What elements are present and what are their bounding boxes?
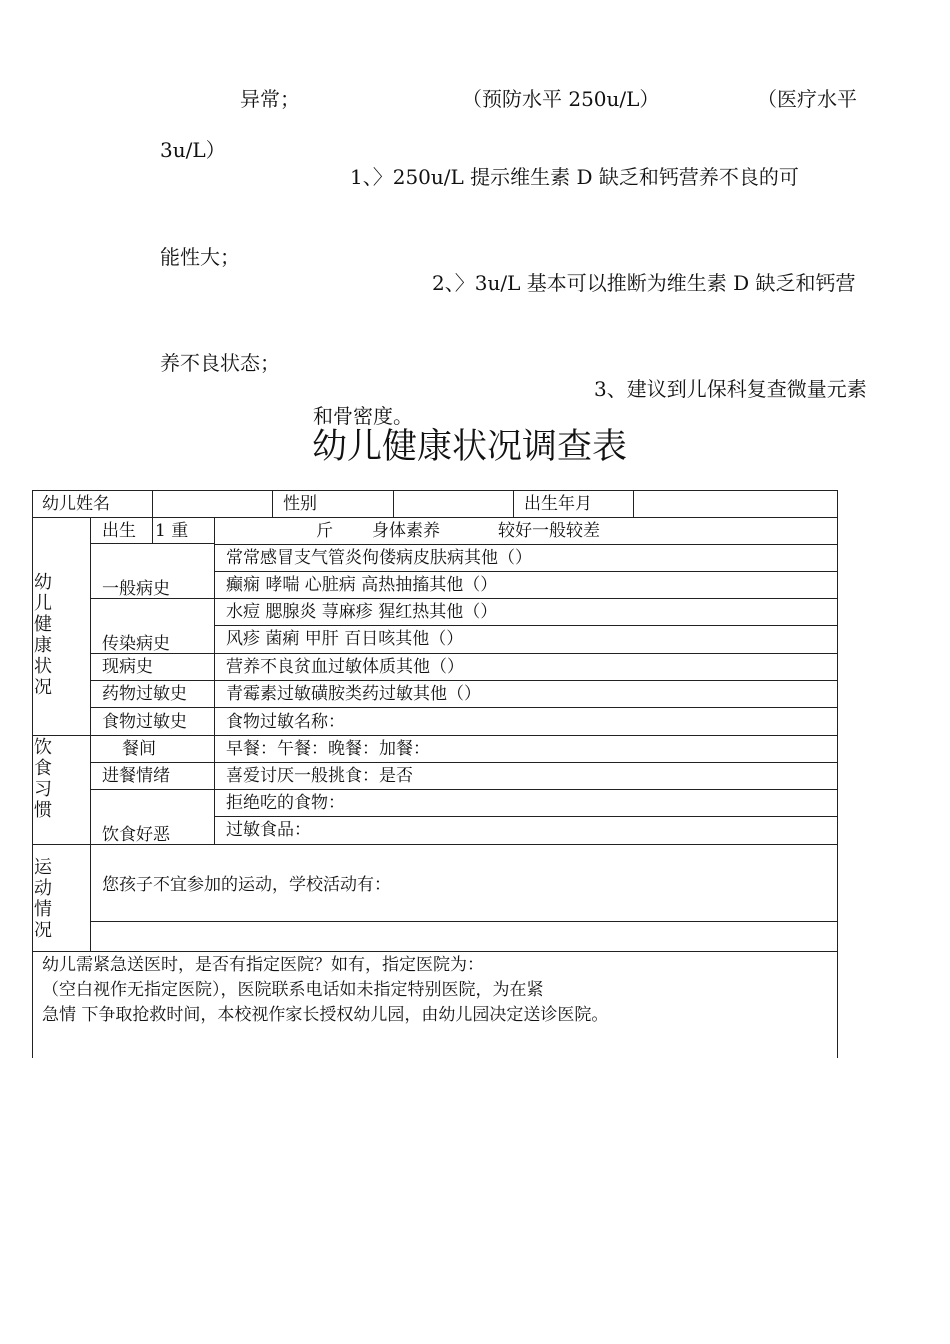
current-history-value: 营养不良贫血过敏体质其他（） <box>226 657 464 677</box>
row-line <box>90 680 838 681</box>
table-border-left <box>32 490 33 1058</box>
fitness-options: 较好一般较差 <box>498 521 600 541</box>
gender-label: 性别 <box>283 494 317 514</box>
intro-line7: 3、建议到儿保科复查微量元素 <box>594 377 867 401</box>
name-label: 幼儿姓名 <box>42 494 110 514</box>
col-line <box>272 490 273 517</box>
birth-date-label: 出生年月 <box>524 494 592 514</box>
row-line <box>90 598 838 599</box>
row-line <box>214 625 838 626</box>
diet-section-label: 饮食习惯 <box>34 737 52 821</box>
weight-label: 1 重 <box>155 521 189 541</box>
intro-line1-c: （医疗水平 <box>757 87 857 111</box>
health-section-label: 幼儿健康状况 <box>34 572 52 698</box>
col-line <box>90 517 91 951</box>
emergency-line2: （空白视作无指定医院），医院联系电话如未指定特别医院，为在紧 <box>42 980 544 1000</box>
row-line <box>214 571 838 572</box>
infectious-history-line2: 风疹 菌痢 甲肝 百日咳其他（） <box>226 629 464 649</box>
row-line <box>214 816 838 817</box>
row-line <box>32 951 838 952</box>
row-line <box>90 921 838 922</box>
meals-value: 早餐：午餐：晚餐：加餐： <box>226 739 430 759</box>
intro-line5: 2、〉3u/L 基本可以推断为维生素 D 缺乏和钙营 <box>432 271 856 295</box>
col-line <box>513 490 514 517</box>
general-history-line1: 常常感冒支气管炎佝偻病皮肤病其他（） <box>226 548 532 568</box>
drug-allergy-value: 青霉素过敏磺胺类药过敏其他（） <box>226 684 481 704</box>
row-line <box>214 544 838 545</box>
emergency-line1: 幼儿需紧急送医时，是否有指定医院？如有，指定医院为： <box>42 955 484 975</box>
infectious-history-line1: 水痘 腮腺炎 荨麻疹 猩红热其他（） <box>226 602 498 622</box>
infectious-history-label: 传染病史 <box>102 634 170 654</box>
intro-line1-a: 异常； <box>240 87 300 111</box>
row-line <box>32 735 838 736</box>
page-title: 幼儿健康状况调查表 <box>312 427 628 467</box>
weight-unit: 斤 <box>316 521 333 541</box>
col-line <box>633 490 634 517</box>
food-preference-line1: 拒绝吃的食物： <box>226 793 345 813</box>
intro-line8: 和骨密度。 <box>313 404 413 428</box>
food-preference-line2: 过敏食品： <box>226 820 311 840</box>
birth-label: 出生 <box>102 521 136 541</box>
row-line <box>90 789 838 790</box>
row-line <box>90 543 214 544</box>
intro-line2: 3u/L） <box>160 138 226 162</box>
sport-text: 您孩子不宜参加的运动，学校活动有： <box>102 875 391 895</box>
food-allergy-label: 食物过敏史 <box>102 712 187 732</box>
fitness-label: 身体素养 <box>372 521 440 541</box>
general-history-label: 一般病史 <box>102 579 170 599</box>
general-history-line2: 癫痫 哮喘 心脏病 高热抽搐其他（） <box>226 575 498 595</box>
intro-line3: 1、〉250u/L 提示维生素 D 缺乏和钙营养不良的可 <box>350 165 799 189</box>
table-border-right <box>837 490 838 1058</box>
col-line <box>214 517 215 844</box>
food-allergy-value: 食物过敏名称： <box>226 712 345 732</box>
current-history-label: 现病史 <box>102 657 153 677</box>
emergency-line3: 急情 下争取抢救时间，本校视作家长授权幼儿园，由幼儿园决定送诊医院。 <box>42 1005 609 1025</box>
eating-mood-label: 进餐情绪 <box>102 766 170 786</box>
food-preference-label: 饮食好恶 <box>102 825 170 845</box>
eating-mood-value: 喜爱讨厌一般挑食：是否 <box>226 766 413 786</box>
drug-allergy-label: 药物过敏史 <box>102 684 187 704</box>
row-line <box>90 762 838 763</box>
intro-line1-b: （预防水平 250u/L） <box>462 87 660 111</box>
sport-section-label: 运动情况 <box>34 857 52 941</box>
col-line <box>152 490 153 517</box>
intro-line6: 养不良状态； <box>160 351 280 375</box>
col-line <box>152 517 153 543</box>
meals-label: 餐间 <box>122 739 156 759</box>
intro-line4: 能性大； <box>160 245 240 269</box>
row-line <box>90 707 838 708</box>
col-line <box>393 490 394 517</box>
row-line <box>90 653 838 654</box>
